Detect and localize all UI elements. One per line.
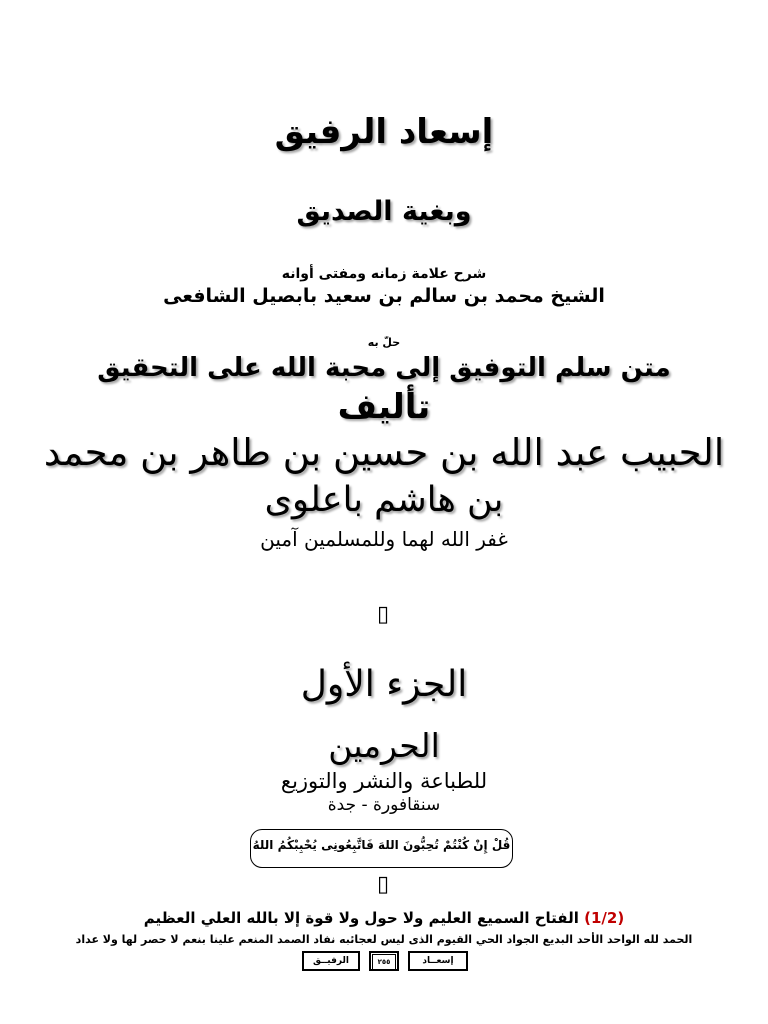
seal-icon: ٢٥٥ [372, 954, 396, 970]
commentator-name: الشيخ محمد بن سالم بن سعيد بابصيل الشافعى [163, 285, 605, 307]
solved-with-label: حلّ به [367, 336, 401, 349]
placeholder-glyph: ▯ [376, 602, 390, 627]
footer-right-label: الرفيــق [302, 951, 360, 971]
publisher-location: سنقافورة - جدة [327, 795, 441, 815]
placeholder-glyph: ▯ [376, 872, 390, 897]
matn-title: متن سلم التوفيق إلى محبة الله على التحقيق [97, 353, 671, 383]
authorship-label: تأليف [337, 387, 431, 427]
volume-label: الجزء الأول [300, 664, 468, 705]
author-name-line2: بن هاشم باعلوى [264, 480, 504, 520]
author-name-line1: الحبيب عبد الله بن حسين بن طاهر بن محمد [43, 431, 725, 474]
book-title: إسعاد الرفيق [274, 112, 494, 152]
book-subtitle: وبغية الصديق [296, 196, 472, 227]
publisher-description: للطباعة والنشر والتوزيع [280, 769, 488, 793]
quran-verse: قُلْ إِنْ كُنْتُمْ تُحِبُّونَ اللهَ فَاتَّبِعُونِى يُحْبِبْكُمُ اللهُ [252, 838, 511, 852]
publisher-name: الحرمين [328, 726, 440, 765]
opening-line [0, 909, 768, 927]
footer-seal [369, 951, 399, 971]
hamd-line: الحمد لله الواحد الأحد البديع الجواد الحي القيوم الذى ليس لعجائبه نفاد الصمد المنعم علينا بنعم لا حصر لها ولا عداد [75, 933, 693, 946]
page-number: (1/2) [584, 909, 625, 927]
dua-line: غفر الله لهما وللمسلمين آمين [260, 527, 508, 551]
opening-text: الفتاح السميع العليم ولا حول ولا قوة إلا بالله العلي العظيم [143, 909, 579, 927]
footer-ornament [300, 951, 468, 975]
footer-left-label: إسعــاد [408, 951, 468, 971]
quran-verse-box [250, 829, 513, 868]
commentary-intro: شرح علامة زمانه ومفتى أوانه [281, 266, 487, 282]
